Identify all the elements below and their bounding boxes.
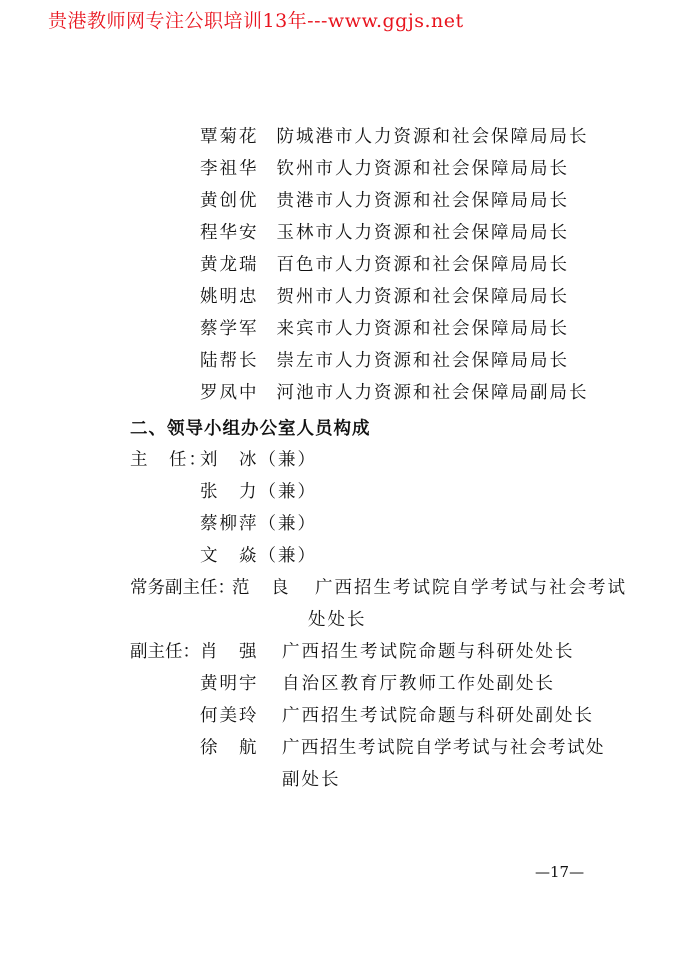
member-row: [200, 353, 569, 371]
member-title: 来宾市人力资源和社会保障局局长: [276, 319, 569, 339]
deputy-name: 肖 强: [200, 642, 259, 662]
deputy-title-cont: 副处长: [282, 770, 341, 790]
member-title: 崇左市人力资源和社会保障局局长: [276, 351, 569, 371]
director-note: （兼）: [258, 450, 317, 470]
deputy-title: 广西招生考试院命题与科研处副处长: [282, 706, 594, 726]
member-row: [200, 289, 569, 307]
member-title: 河池市人力资源和社会保障局副局长: [276, 383, 589, 403]
deputy-title: 广西招生考试院自学考试与社会考试处: [282, 738, 605, 758]
executive-deputy-title: 广西招生考试院自学考试与社会考试: [315, 578, 627, 598]
member-title: 百色市人力资源和社会保障局局长: [276, 255, 569, 275]
member-row: [200, 193, 569, 211]
member-title: 贵港市人力资源和社会保障局局长: [276, 191, 569, 211]
member-name: 李祖华: [200, 159, 259, 179]
watermark-text: 贵港教师网专注公职培训13年---www.ggjs.net: [48, 10, 464, 32]
member-row: [200, 129, 589, 147]
director-name: 刘 冰: [200, 450, 259, 470]
member-title: 贺州市人力资源和社会保障局局长: [276, 287, 569, 307]
member-title: 玉林市人力资源和社会保障局局长: [276, 223, 569, 243]
director-entry: [200, 516, 317, 534]
deputy-name: 黄明宇: [200, 674, 259, 694]
director-entry: [200, 484, 317, 502]
member-name: 程华安: [200, 223, 259, 243]
director-note: （兼）: [258, 514, 317, 534]
deputy-title: 自治区教育厅教师工作处副处长: [282, 674, 555, 694]
director-label: 主 任：: [130, 450, 208, 470]
director-note: （兼）: [258, 482, 317, 502]
member-title: 钦州市人力资源和社会保障局局长: [276, 159, 569, 179]
deputy-name: 何美玲: [200, 706, 259, 726]
director-note: （兼）: [258, 546, 317, 566]
page-number: —17—: [535, 863, 585, 881]
director-entry: [200, 548, 317, 566]
member-row: [200, 257, 569, 275]
section-heading: 二、领导小组办公室人员构成: [130, 419, 371, 439]
executive-deputy-title-cont: 处处长: [308, 610, 367, 630]
member-name: 黄创优: [200, 191, 259, 211]
director-name: 蔡柳萍: [200, 514, 259, 534]
member-name: 黄龙瑞: [200, 255, 259, 275]
member-row: [200, 321, 569, 339]
director-name: 张 力: [200, 482, 259, 502]
member-row: [200, 225, 569, 243]
member-name: 覃菊花: [200, 127, 259, 147]
deputy-name: 徐 航: [200, 738, 259, 758]
executive-deputy-name: 范 良: [232, 578, 291, 598]
deputy-title: 广西招生考试院命题与科研处处长: [282, 642, 575, 662]
director-entry: [200, 452, 317, 470]
deputy-label: 副主任：: [130, 642, 200, 662]
executive-deputy-label: 常务副主任：: [130, 578, 235, 598]
member-row: [200, 161, 569, 179]
member-row: [200, 385, 589, 403]
member-name: 姚明忠: [200, 287, 259, 307]
director-name: 文 焱: [200, 546, 259, 566]
member-title: 防城港市人力资源和社会保障局局长: [276, 127, 589, 147]
member-name: 蔡学军: [200, 319, 259, 339]
member-name: 陆帮长: [200, 351, 259, 371]
member-name: 罗凤中: [200, 383, 259, 403]
